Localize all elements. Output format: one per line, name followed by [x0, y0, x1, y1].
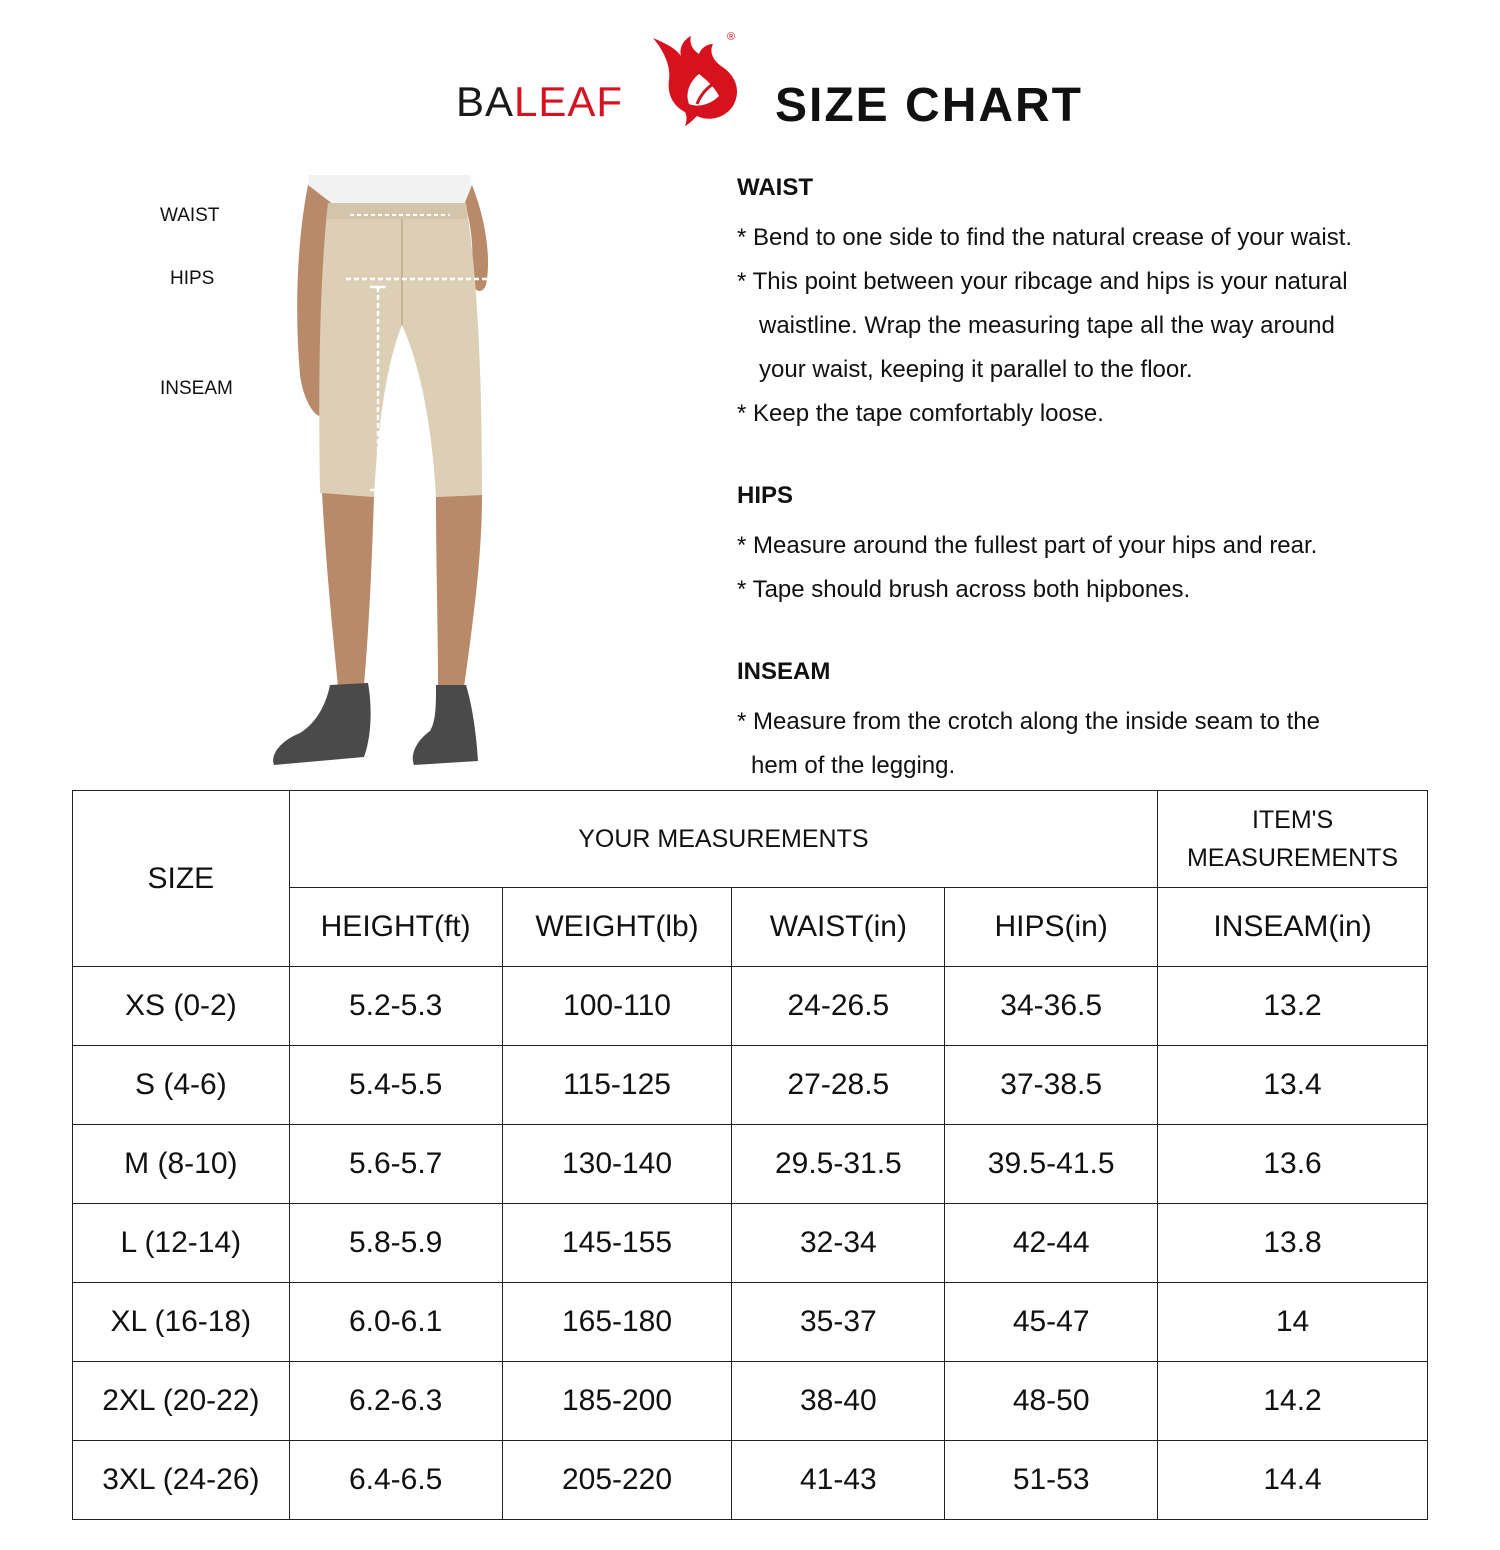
weight-cell: 205-220: [502, 1441, 732, 1520]
inseam-heading: INSEAM: [737, 658, 831, 685]
brand-wordmark: [456, 78, 623, 126]
table-header-row-1: [73, 791, 1428, 888]
left-shoe-shape: [273, 683, 370, 765]
size-cell: XL (16-18): [73, 1283, 290, 1362]
right-shoe-shape: [413, 685, 478, 765]
height-cell: 5.6-5.7: [289, 1125, 502, 1204]
size-cell: 3XL (24-26): [73, 1441, 290, 1520]
inseam-section: [737, 656, 1457, 788]
weight-cell: 145-155: [502, 1204, 732, 1283]
registered-mark: ®: [727, 31, 736, 43]
size-header-cell: SIZE: [73, 791, 290, 967]
size-cell: XS (0-2): [73, 967, 290, 1046]
waist-cell: 41-43: [732, 1441, 945, 1520]
height-cell: 5.2-5.3: [289, 967, 502, 1046]
inseam-cell: 13.6: [1158, 1125, 1428, 1204]
size-cell: L (12-14): [73, 1204, 290, 1283]
waistband-shape: [327, 203, 467, 219]
inseam-cell: 14.2: [1158, 1362, 1428, 1441]
items-measurements-line-1: ITEM'S: [1251, 806, 1334, 834]
table-row: [73, 1046, 1428, 1125]
left-leg-shape: [322, 493, 374, 687]
waist-cell: 29.5-31.5: [732, 1125, 945, 1204]
measurement-instructions: [737, 172, 1457, 832]
items-measurements-line-2: MEASUREMENTS: [1186, 844, 1399, 872]
page-title: SIZE CHART: [775, 79, 1083, 132]
size-cell: 2XL (20-22): [73, 1362, 290, 1441]
figure-label-inseam: INSEAM: [160, 378, 233, 399]
inseam-cell: 14: [1158, 1283, 1428, 1362]
size-cell: M (8-10): [73, 1125, 290, 1204]
waist-cell: 38-40: [732, 1362, 945, 1441]
weight-cell: 165-180: [502, 1283, 732, 1362]
height-cell: 6.0-6.1: [289, 1283, 502, 1362]
size-table: [72, 790, 1428, 1520]
height-cell: 6.4-6.5: [289, 1441, 502, 1520]
hips-line-2: * Tape should brush across both hipbones.: [737, 576, 1191, 603]
height-cell: 6.2-6.3: [289, 1362, 502, 1441]
height-cell: 5.8-5.9: [289, 1204, 502, 1283]
waist-line-1: * Bend to one side to find the natural crease of your waist.: [737, 224, 1353, 251]
waist-cell: 32-34: [732, 1204, 945, 1283]
inseam-cell: 13.2: [1158, 967, 1428, 1046]
table-row: [73, 1125, 1428, 1204]
right-leg-shape: [436, 495, 482, 687]
column-header-height: HEIGHT(ft): [289, 888, 502, 967]
weight-cell: 100-110: [502, 967, 732, 1046]
hips-cell: 37-38.5: [945, 1046, 1158, 1125]
inseam-cell: 13.8: [1158, 1204, 1428, 1283]
weight-cell: 130-140: [502, 1125, 732, 1204]
table-row: [73, 1204, 1428, 1283]
waist-section: [737, 172, 1457, 436]
shirt-shape: [308, 175, 474, 205]
hips-section: [737, 480, 1457, 612]
model-illustration: [260, 175, 520, 775]
your-measurements-header: YOUR MEASUREMENTS: [289, 791, 1157, 888]
hips-cell: 48-50: [945, 1362, 1158, 1441]
hips-heading: HIPS: [737, 482, 794, 509]
waist-line-2: * This point between your ribcage and hips is your natural: [737, 268, 1348, 295]
hips-cell: 34-36.5: [945, 967, 1158, 1046]
waist-heading: WAIST: [737, 174, 813, 201]
header: [0, 30, 1500, 140]
table-row: [73, 1362, 1428, 1441]
weight-cell: 115-125: [502, 1046, 732, 1125]
hips-cell: 42-44: [945, 1204, 1158, 1283]
inseam-cell: 13.4: [1158, 1046, 1428, 1125]
waist-cell: 35-37: [732, 1283, 945, 1362]
items-measurements-header: [1158, 791, 1428, 888]
column-header-weight: WEIGHT(lb): [502, 888, 732, 967]
hips-line-1: * Measure around the fullest part of your hips and rear.: [737, 532, 1318, 559]
brand-part2: LEAF: [514, 78, 624, 125]
hips-cell: 51-53: [945, 1441, 1158, 1520]
waist-line-5: * Keep the tape comfortably loose.: [737, 400, 1104, 427]
inseam-line-1: * Measure from the crotch along the inside seam to the: [737, 708, 1320, 735]
weight-cell: 185-200: [502, 1362, 732, 1441]
inseam-cell: 14.4: [1158, 1441, 1428, 1520]
baleaf-logo-icon: [645, 30, 745, 130]
table-row: [73, 1283, 1428, 1362]
height-cell: 5.4-5.5: [289, 1046, 502, 1125]
column-header-waist: WAIST(in): [732, 888, 945, 967]
model-figure: [150, 175, 550, 775]
size-table-body: [73, 967, 1428, 1520]
table-row: [73, 967, 1428, 1046]
column-header-inseam: INSEAM(in): [1158, 888, 1428, 967]
column-header-hips: HIPS(in): [945, 888, 1158, 967]
brand-part1: BA: [456, 78, 515, 125]
hips-cell: 39.5-41.5: [945, 1125, 1158, 1204]
table-row: [73, 1441, 1428, 1520]
figure-label-hips: HIPS: [170, 268, 215, 289]
waist-cell: 27-28.5: [732, 1046, 945, 1125]
figure-label-waist: WAIST: [160, 205, 220, 226]
inseam-line-2: hem of the legging.: [751, 752, 956, 779]
shorts-shape: [319, 203, 482, 497]
size-cell: S (4-6): [73, 1046, 290, 1125]
waist-line-4: your waist, keeping it parallel to the floor.: [759, 356, 1193, 383]
hips-cell: 45-47: [945, 1283, 1158, 1362]
waist-line-3: waistline. Wrap the measuring tape all the way around: [759, 312, 1335, 339]
waist-cell: 24-26.5: [732, 967, 945, 1046]
